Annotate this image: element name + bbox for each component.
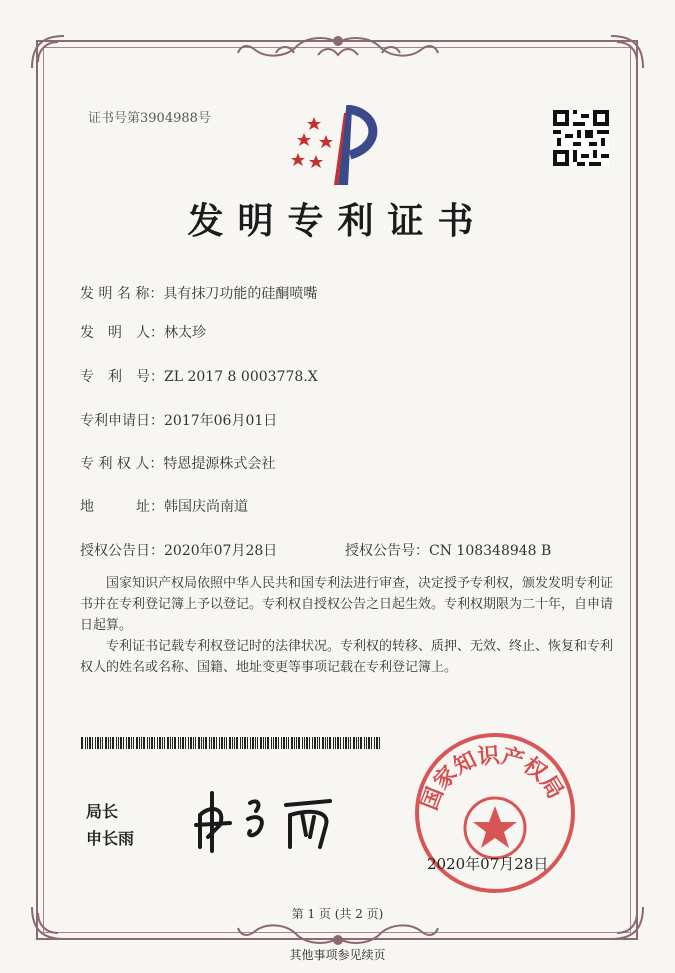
page-number: 第 1 页 (共 2 页)	[291, 907, 384, 921]
body-paragraph-1: 国家知识产权局依照中华人民共和国专利法进行审查，决定授予专利权，颁发发明专利证书并在专利登记簿上予以登记。专利权自授权公告之日起生效。专利权期限为二十年，自申请日起算。	[80, 576, 614, 633]
field-application-date: 专利申请日：2017年06月01日	[80, 413, 278, 429]
field-inventor: 发 明 人：林太珍	[80, 325, 206, 341]
bottom-ornament-icon	[236, 918, 440, 948]
corner-ornament-icon	[28, 32, 68, 72]
field-address: 地 址：韩国庆尚南道	[80, 499, 248, 515]
certificate-number: 证书号第3904988号	[88, 111, 211, 126]
footer-note: 其他事项参见续页	[289, 948, 386, 962]
svg-text:国家知识产权局: 国家知识产权局	[416, 742, 569, 814]
seal-date: 2020年07月28日	[427, 855, 549, 873]
corner-ornament-icon	[607, 32, 647, 72]
field-patent-number: 专 利 号：ZL 2017 8 0003778.X	[80, 369, 318, 385]
field-grant-date: 授权公告日：2020年07月28日	[80, 543, 278, 559]
director-name: 申长雨	[86, 829, 135, 848]
field-invention-name: 发 明 名 称：具有抹刀功能的硅酮喷嘴	[80, 286, 318, 302]
body-paragraph-2: 专利证书记载专利权登记时的法律状况。专利权的转移、质押、无效、终止、恢复和专利权人的姓名或名称、国籍、地址变更等事项记载在专利登记簿上。	[80, 639, 614, 675]
field-grant-number: 授权公告号：CN 108348948 B	[345, 543, 552, 559]
qr-code-icon	[553, 110, 609, 166]
cnipa-logo-icon	[286, 105, 386, 189]
director-title: 局长	[86, 802, 119, 821]
barcode-icon	[81, 737, 381, 749]
top-ornament-icon	[236, 33, 440, 73]
field-patentee: 专 利 权 人：特恩提源株式会社	[80, 456, 276, 472]
signature-icon	[190, 785, 350, 855]
certificate-title: 发明专利证书	[187, 200, 488, 242]
